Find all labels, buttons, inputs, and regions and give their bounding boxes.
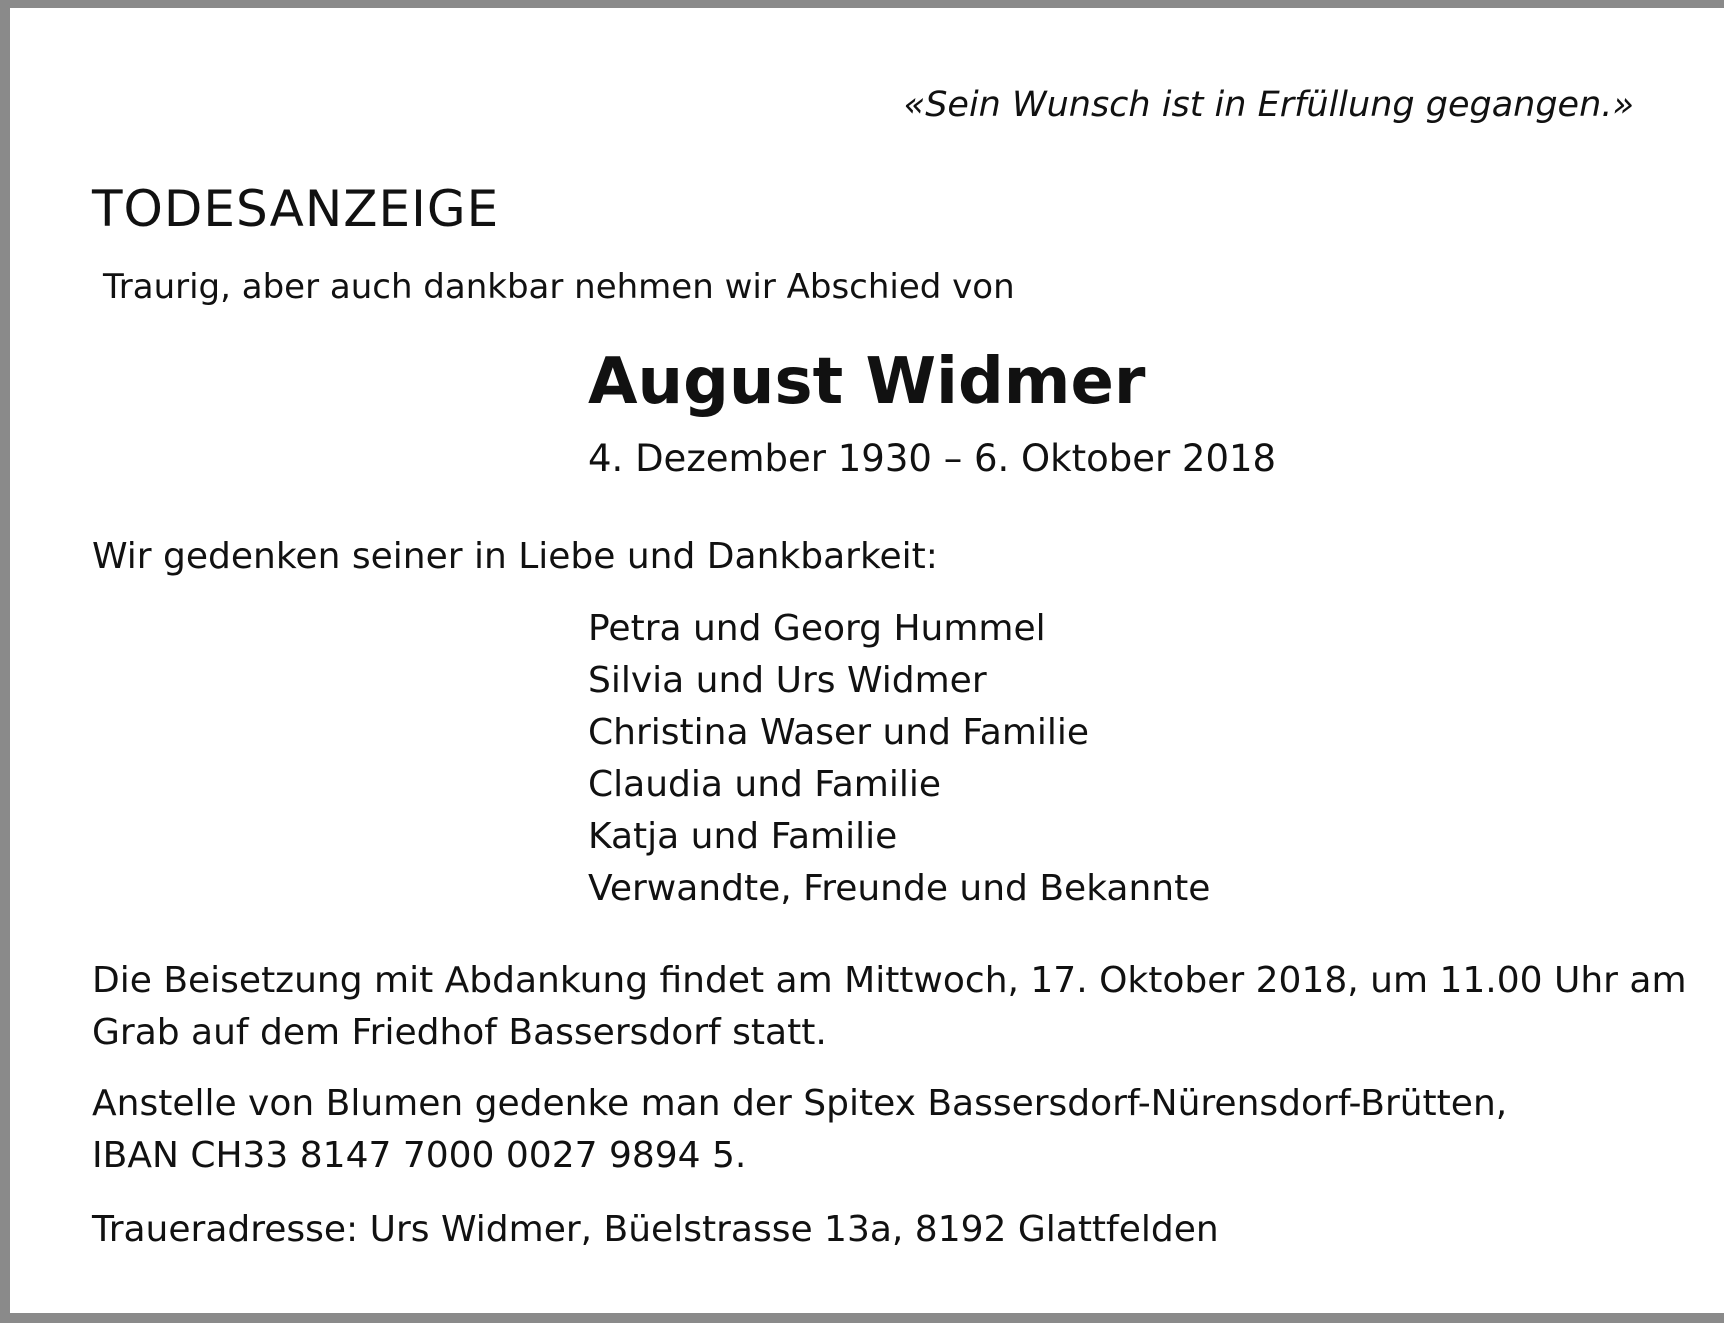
donation-line: Anstelle von Blumen gedenke man der Spitex Bassersdorf-Nürensdorf-Brütten, [92, 1083, 1508, 1124]
burial-line: Grab auf dem Friedhof Bassersdorf statt. [92, 1012, 827, 1053]
burial-line: Die Beisetzung mit Abdankung findet am Mittwoch, 17. Oktober 2018, um 11.00 Uhr am [92, 960, 1687, 1001]
mourners-list [588, 603, 1210, 915]
burial-paragraph [92, 955, 1687, 1059]
address-line: Traueradresse: Urs Widmer, Büelstrasse 13a, 8192 Glattfelden [92, 1209, 1219, 1250]
iban-line: IBAN CH33 8147 7000 0027 9894 5. [92, 1135, 747, 1176]
list-item: Verwandte, Freunde und Bekannte [588, 868, 1211, 909]
deceased-name: August Widmer [588, 345, 1146, 419]
list-item: Christina Waser und Familie [588, 712, 1090, 753]
list-item: Claudia und Familie [588, 764, 941, 805]
motto-quote: «Sein Wunsch ist in Erfüllung gegangen.» [903, 85, 1634, 125]
notice-heading: TODESANZEIGE [92, 180, 500, 238]
list-item: Katja und Familie [588, 816, 898, 857]
list-item: Petra und Georg Hummel [588, 608, 1046, 649]
mourning-address [92, 1204, 1652, 1256]
remembrance-text: Wir gedenken seiner in Liebe und Dankbarkeit: [92, 536, 938, 577]
donation-paragraph [92, 1078, 1652, 1182]
list-item: Silvia und Urs Widmer [588, 660, 987, 701]
intro-text: Traurig, aber auch dankbar nehmen wir Abschied von [103, 267, 1015, 307]
life-dates: 4. Dezember 1930 – 6. Oktober 2018 [588, 437, 1277, 480]
